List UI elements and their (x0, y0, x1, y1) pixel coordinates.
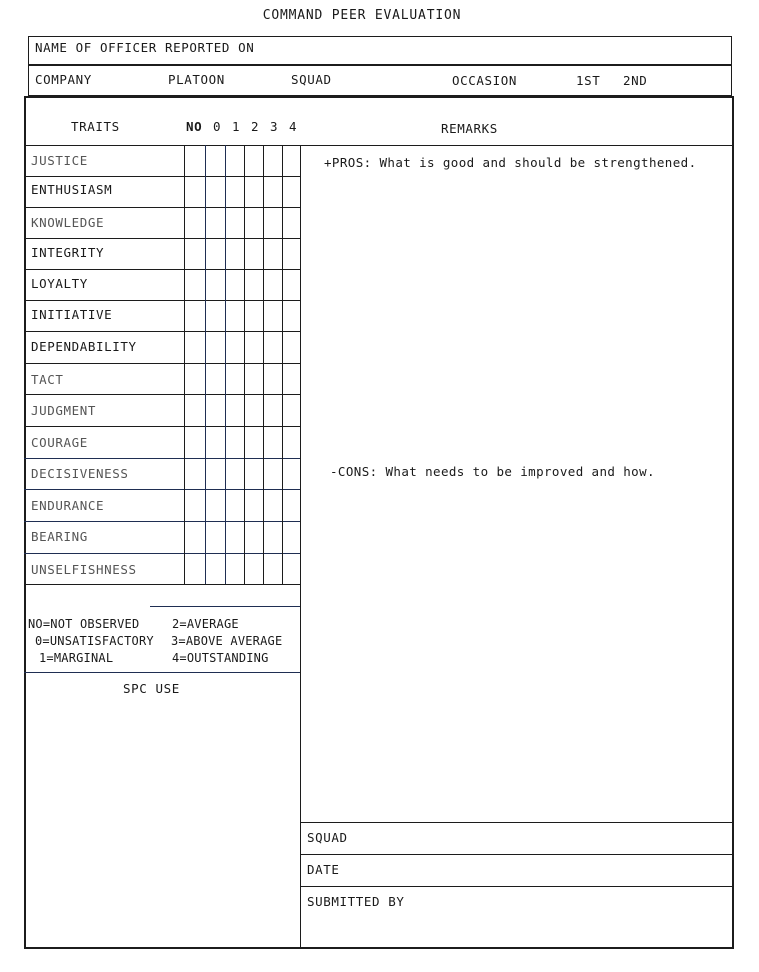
trait-label: JUSTICE (31, 153, 88, 168)
trait-row (25, 331, 300, 363)
row-divider (24, 489, 300, 490)
trait-label: INTEGRITY (31, 245, 105, 260)
trait-label: COURAGE (31, 435, 88, 450)
cons-writing-area[interactable] (305, 485, 730, 820)
spc-use-area[interactable] (26, 700, 298, 947)
trait-label: UNSELFISHNESS (31, 562, 137, 577)
footer-squad-label: SQUAD (307, 830, 348, 845)
scale-header-1: 1 (232, 119, 241, 134)
legend-bottom-divider (24, 672, 300, 673)
row-divider (24, 426, 300, 427)
scale-header-3: 3 (270, 119, 279, 134)
row-divider (24, 458, 300, 459)
trait-label: BEARING (31, 529, 88, 544)
trait-row (25, 207, 300, 238)
row-divider (24, 269, 300, 270)
trait-label: INITIATIVE (31, 307, 113, 322)
legend-two: 2=AVERAGE (172, 617, 239, 631)
trait-row (25, 300, 300, 331)
occasion-label: OCCASION (452, 73, 518, 88)
pros-writing-area[interactable] (305, 175, 730, 455)
rating-column-divider (263, 145, 264, 584)
rating-column-divider (184, 145, 185, 584)
legend-three: 3=ABOVE AVERAGE (171, 634, 283, 648)
trait-row (25, 458, 300, 489)
trait-row (25, 394, 300, 426)
row-divider (24, 394, 300, 395)
legend-zero: 0=UNSATISFACTORY (35, 634, 154, 648)
pros-prompt: +PROS: What is good and should be strengthened. (324, 155, 697, 170)
footer-divider (300, 886, 734, 887)
trait-label: TACT (31, 372, 64, 387)
row-divider (24, 521, 300, 522)
trait-row (25, 521, 300, 553)
occasion-second-option[interactable]: 2ND (623, 73, 648, 88)
row-divider (24, 584, 300, 585)
trait-label: JUDGMENT (31, 403, 97, 418)
trait-row (25, 176, 300, 207)
company-label: COMPANY (35, 72, 92, 87)
row-divider (24, 553, 300, 554)
footer-date-label: DATE (307, 862, 340, 877)
footer-divider (300, 822, 734, 823)
trait-row (25, 489, 300, 521)
legend-no: NO=NOT OBSERVED (28, 617, 140, 631)
trait-label: DECISIVENESS (31, 466, 129, 481)
row-divider (24, 300, 300, 301)
trait-row (25, 553, 300, 584)
trait-label: LOYALTY (31, 276, 88, 291)
platoon-label: PLATOON (168, 72, 225, 87)
scale-header-4: 4 (289, 119, 298, 134)
footer-date-field[interactable] (350, 856, 730, 884)
cons-prompt: -CONS: What needs to be improved and how. (330, 464, 655, 479)
trait-row (25, 145, 300, 176)
legend-one: 1=MARGINAL (39, 651, 114, 665)
trait-row (25, 426, 300, 458)
occasion-first-option[interactable]: 1ST (576, 73, 601, 88)
trait-row (25, 363, 300, 394)
row-divider (24, 363, 300, 364)
scale-header-0: 0 (213, 119, 222, 134)
trait-row (25, 238, 300, 269)
rating-column-divider (282, 145, 283, 584)
form-title: COMMAND PEER EVALUATION (262, 8, 462, 23)
submitted-by-field[interactable] (430, 888, 730, 946)
legend-four: 4=OUTSTANDING (172, 651, 269, 665)
scale-header-row (183, 119, 301, 135)
rating-column-divider (225, 145, 226, 584)
remarks-header: REMARKS (441, 121, 498, 136)
trait-label: KNOWLEDGE (31, 215, 105, 230)
trait-label: ENTHUSIASM (31, 182, 113, 197)
spc-use-label: SPC USE (123, 681, 180, 696)
footer-squad-field[interactable] (360, 824, 730, 852)
rating-column-divider (244, 145, 245, 584)
trait-label: DEPENDABILITY (31, 339, 137, 354)
scale-header-2: 2 (251, 119, 260, 134)
rating-column-divider (205, 145, 206, 584)
traits-header: TRAITS (71, 119, 120, 134)
row-divider (24, 238, 300, 239)
row-divider (24, 176, 300, 177)
row-divider (24, 331, 300, 332)
squad-label: SQUAD (291, 72, 332, 87)
footer-divider (300, 854, 734, 855)
submitted-by-label: SUBMITTED BY (307, 894, 405, 909)
scale-header-no: NO (186, 119, 203, 134)
trait-row (25, 269, 300, 300)
legend-top-divider (150, 606, 300, 607)
trait-label: ENDURANCE (31, 498, 105, 513)
name-field-label: NAME OF OFFICER REPORTED ON (35, 40, 255, 55)
row-divider (24, 207, 300, 208)
remarks-column-divider (300, 145, 301, 949)
